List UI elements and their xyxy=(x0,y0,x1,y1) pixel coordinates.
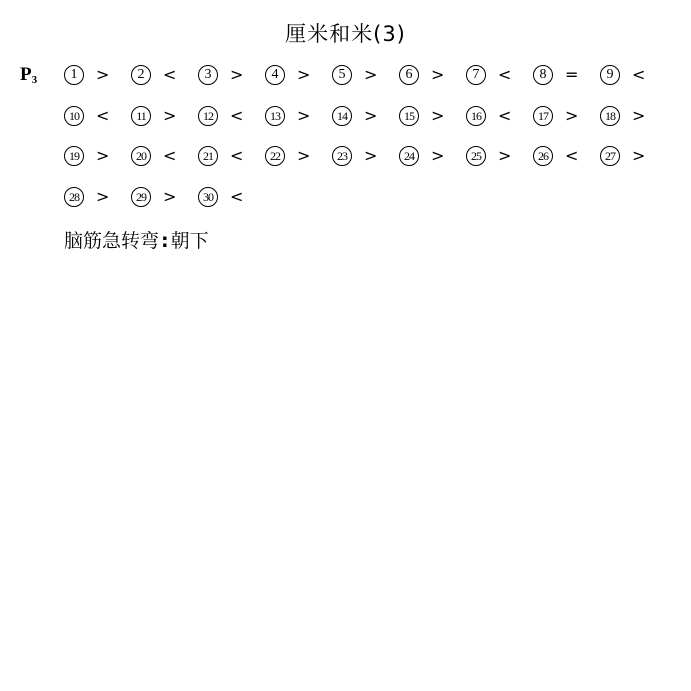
answer-item xyxy=(131,103,198,129)
circled-number: 17 xyxy=(533,106,553,126)
comparison-sign: > xyxy=(431,146,445,165)
answer-item xyxy=(64,143,131,169)
circled-number: 13 xyxy=(265,106,285,126)
comparison-sign: < xyxy=(230,105,244,125)
answer-item xyxy=(399,143,466,169)
circled-number: 26 xyxy=(533,146,553,166)
circled-number: 15 xyxy=(399,106,419,126)
circled-number: 16 xyxy=(466,106,486,126)
answer-item xyxy=(533,143,600,169)
comparison-sign: > xyxy=(297,105,311,125)
comparison-sign: > xyxy=(96,146,110,165)
page-number-label xyxy=(20,64,37,86)
comparison-sign: > xyxy=(364,105,378,125)
comparison-sign: < xyxy=(498,105,512,125)
circled-number: 5 xyxy=(332,65,352,85)
answer-item xyxy=(466,62,533,88)
comparison-sign: > xyxy=(632,105,646,125)
circled-number: 3 xyxy=(198,65,218,85)
answer-item xyxy=(600,103,667,129)
comparison-sign: < xyxy=(632,65,646,84)
page-title: 厘米和米(3) xyxy=(285,22,406,46)
answer-item xyxy=(265,143,332,169)
circled-number: 2 xyxy=(131,65,151,85)
circled-number: 20 xyxy=(131,146,151,166)
comparison-sign: < xyxy=(230,186,244,206)
circled-number: 12 xyxy=(198,106,218,126)
comparison-sign: < xyxy=(565,146,579,165)
answer-item xyxy=(399,103,466,129)
comparison-sign: > xyxy=(230,65,244,84)
answer-item xyxy=(533,62,600,88)
comparison-sign: = xyxy=(565,65,579,84)
comparison-sign: > xyxy=(632,146,646,165)
comparison-sign: > xyxy=(431,105,445,125)
answer-item xyxy=(332,143,399,169)
answer-grid xyxy=(64,62,684,224)
comparison-sign: > xyxy=(297,65,311,84)
circled-number: 23 xyxy=(332,146,352,166)
answer-item xyxy=(332,62,399,88)
answer-item xyxy=(466,143,533,169)
comparison-sign: < xyxy=(163,146,177,165)
circled-number: 24 xyxy=(399,146,419,166)
answer-item xyxy=(265,62,332,88)
circled-number: 18 xyxy=(600,106,620,126)
answer-item xyxy=(64,62,131,88)
circled-number: 29 xyxy=(131,187,151,207)
answer-item xyxy=(131,184,198,210)
circled-number: 1 xyxy=(64,65,84,85)
answer-item xyxy=(600,143,667,169)
answer-item xyxy=(399,62,466,88)
comparison-sign: > xyxy=(96,186,110,206)
circled-number: 14 xyxy=(332,106,352,126)
page-letter: P xyxy=(20,64,32,85)
circled-number: 6 xyxy=(399,65,419,85)
circled-number: 8 xyxy=(533,65,553,85)
circled-number: 4 xyxy=(265,65,285,85)
comparison-sign: > xyxy=(297,146,311,165)
comparison-sign: > xyxy=(565,105,579,125)
comparison-sign: < xyxy=(498,65,512,84)
circled-number: 30 xyxy=(198,187,218,207)
answer-item xyxy=(198,143,265,169)
circled-number: 27 xyxy=(600,146,620,166)
answer-item xyxy=(198,103,265,129)
comparison-sign: > xyxy=(431,65,445,84)
circled-number: 9 xyxy=(600,65,620,85)
circled-number: 25 xyxy=(466,146,486,166)
riddle-colon: : xyxy=(161,230,169,252)
answer-item xyxy=(131,143,198,169)
answer-item xyxy=(198,184,265,210)
comparison-sign: > xyxy=(364,65,378,84)
answer-item xyxy=(466,103,533,129)
circled-number: 10 xyxy=(64,106,84,126)
riddle-line xyxy=(64,226,209,253)
answer-item xyxy=(533,103,600,129)
circled-number: 7 xyxy=(466,65,486,85)
circled-number: 28 xyxy=(64,187,84,207)
comparison-sign: > xyxy=(498,146,512,165)
answer-item xyxy=(64,184,131,210)
comparison-sign: < xyxy=(163,65,177,84)
answer-item xyxy=(64,103,131,129)
circled-number: 21 xyxy=(198,146,218,166)
answer-item xyxy=(198,62,265,88)
comparison-sign: > xyxy=(163,105,177,125)
answer-item xyxy=(600,62,667,88)
comparison-sign: > xyxy=(163,186,177,206)
circled-number: 19 xyxy=(64,146,84,166)
circled-number: 11 xyxy=(131,106,151,126)
comparison-sign: > xyxy=(364,146,378,165)
comparison-sign: > xyxy=(96,65,110,84)
comparison-sign: < xyxy=(96,105,110,125)
comparison-sign: < xyxy=(230,146,244,165)
page-number: 3 xyxy=(31,74,38,86)
riddle-answer: 朝下 xyxy=(170,230,209,252)
circled-number: 22 xyxy=(265,146,285,166)
riddle-label: 脑筋急转弯 xyxy=(64,230,160,252)
answer-item xyxy=(265,103,332,129)
answer-item xyxy=(332,103,399,129)
answer-item xyxy=(131,62,198,88)
